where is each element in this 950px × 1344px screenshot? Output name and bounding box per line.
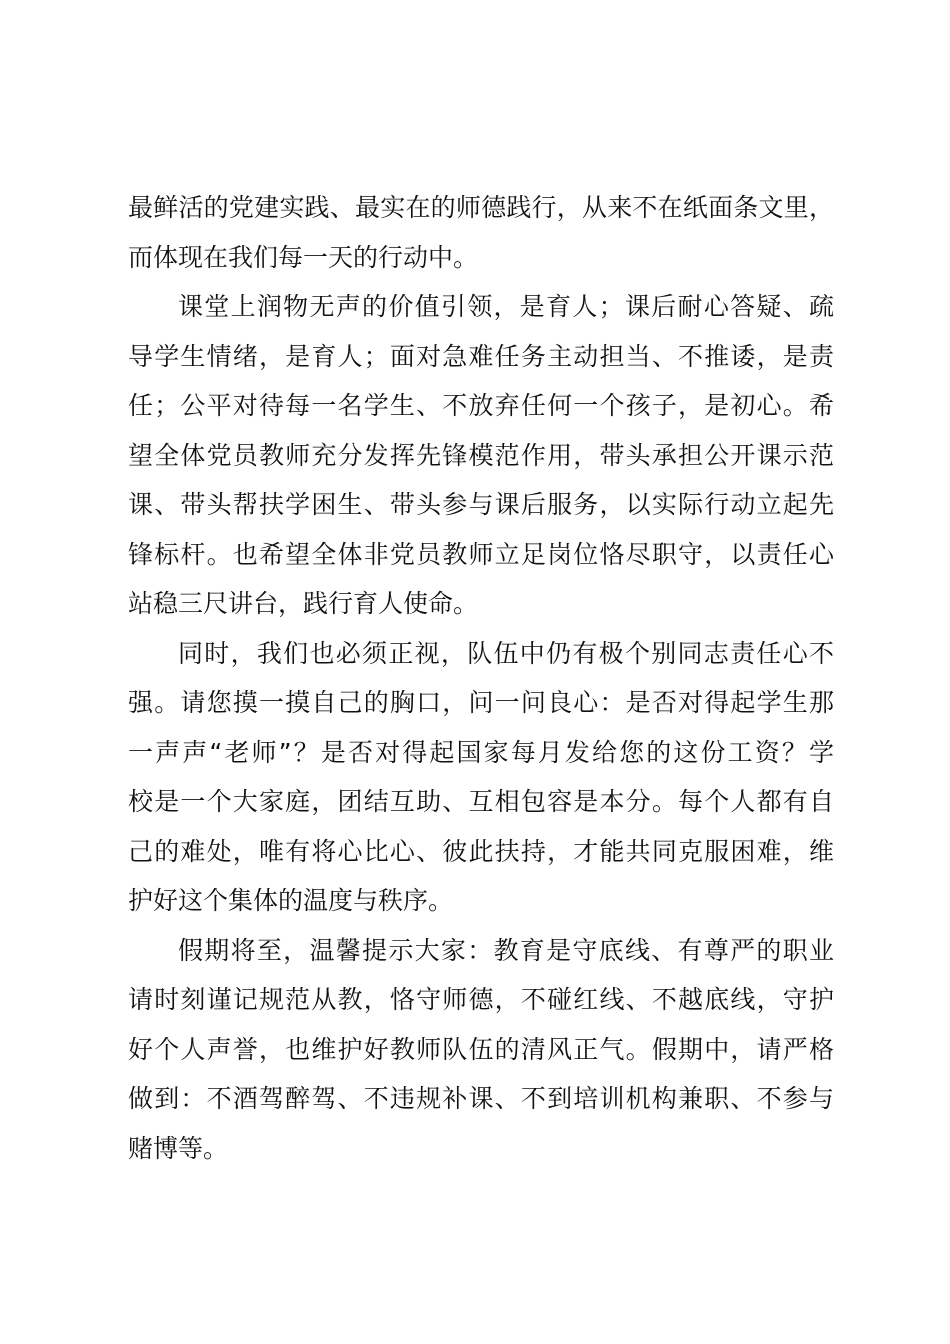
paragraph-line: 赌博等。 bbox=[128, 1133, 229, 1163]
paragraph-line: 护好这个集体的温度与秩序。 bbox=[128, 886, 454, 915]
paragraph-line: 而体现在我们每一天的行动中。 bbox=[128, 242, 479, 272]
paragraph-line: 课堂上润物无声的价值引领，是育人；课后耐心答疑、疏 bbox=[178, 292, 834, 321]
paragraph-line: 任；公平对待每一名学生、不放弃任何一个孩子，是初心。希 bbox=[128, 391, 834, 420]
paragraph-line: 强。请您摸一摸自己的胸口，问一问良心：是否对得起学生那 bbox=[128, 688, 834, 717]
paragraph-line: 同时，我们也必须正视，队伍中仍有极个别同志责任心不 bbox=[178, 638, 834, 668]
paragraph-line: 站稳三尺讲台，践行育人使命。 bbox=[128, 589, 479, 618]
paragraph-line: 做到：不酒驾醉驾、不违规补课、不到培训机构兼职、不参与 bbox=[128, 1084, 834, 1113]
paragraph-line: 锋标杆。也希望全体非党员教师立足岗位恪尽职守，以责任心 bbox=[128, 539, 834, 569]
paragraph-line: 请时刻谨记规范从教，恪守师德，不碰红线、不越底线，守护 bbox=[128, 985, 834, 1014]
paragraph-line: 假期将至，温馨提示大家：教育是守底线、有尊严的职业 bbox=[178, 935, 834, 965]
document-body bbox=[128, 183, 834, 1173]
paragraph-line: 好个人声誉，也维护好教师队伍的清风正气。假期中，请严格 bbox=[128, 1034, 834, 1064]
paragraph-line: 一声声“老师”？是否对得起国家每月发给您的这份工资？学 bbox=[128, 737, 834, 767]
paragraph-4 bbox=[128, 926, 834, 1174]
paragraph-line: 最鲜活的党建实践、最实在的师德践行，从来不在纸面条文里， bbox=[128, 193, 834, 222]
paragraph-line: 课、带头帮扶学困生、带头参与课后服务，以实际行动立起先 bbox=[128, 490, 834, 519]
paragraph-line: 导学生情绪，是育人；面对急难任务主动担当、不推诿，是责 bbox=[128, 341, 834, 371]
paragraph-3 bbox=[128, 629, 834, 926]
paragraph-line: 校是一个大家庭，团结互助、互相包容是本分。每个人都有自 bbox=[128, 787, 834, 816]
paragraph-1 bbox=[128, 183, 834, 282]
paragraph-line: 己的难处，唯有将心比心、彼此扶持，才能共同克服困难，维 bbox=[128, 836, 834, 866]
paragraph-line: 望全体党员教师充分发挥先锋模范作用，带头承担公开课示范 bbox=[128, 440, 834, 470]
paragraph-2 bbox=[128, 282, 834, 629]
